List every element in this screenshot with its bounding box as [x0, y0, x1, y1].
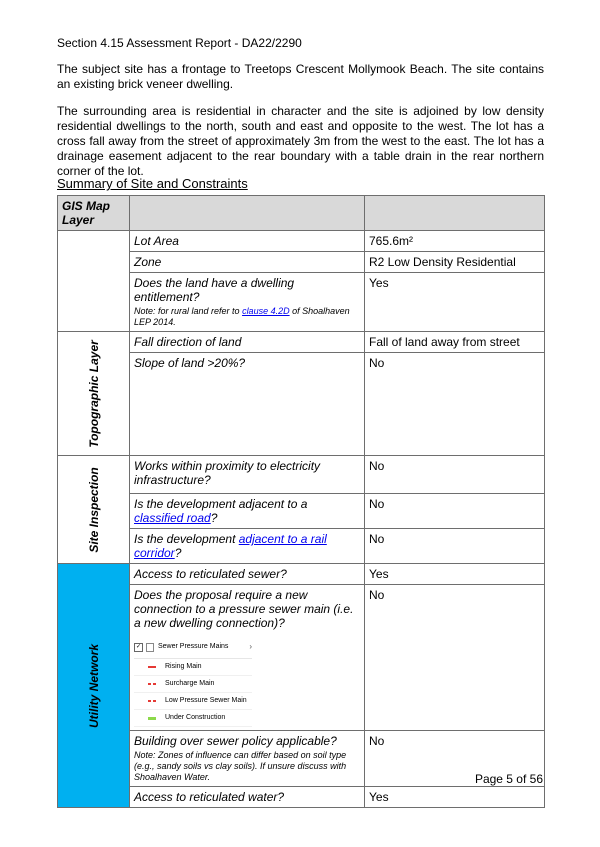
- legend-header[interactable]: [134, 638, 252, 659]
- legend-item: [134, 676, 252, 693]
- intro-paragraph-1: The subject site has a frontage to Treetops Crescent Mollymook Beach. The site contains an existing brick veneer dwelling.: [57, 62, 544, 91]
- value-cell: Yes: [365, 273, 545, 332]
- classified-road-link[interactable]: classified road: [134, 511, 211, 525]
- note-text: Note: for rural land refer to: [134, 306, 243, 316]
- layer-icon: [146, 643, 154, 652]
- question-cell: Lot Area: [130, 231, 365, 252]
- red-line-icon: [148, 666, 156, 668]
- question-cell: [130, 529, 365, 564]
- red-dash-line-icon: [148, 700, 156, 702]
- legend-item: [134, 659, 252, 676]
- value-cell: Yes: [365, 787, 545, 808]
- rail-question-text: Is the development: [134, 532, 239, 546]
- question-cell: Zone: [130, 252, 365, 273]
- road-question-text: Is the development adjacent to a: [134, 497, 308, 511]
- value-cell: No: [365, 494, 545, 529]
- question-cell: Access to reticulated sewer?: [130, 564, 365, 585]
- group-cell-utility-network: [58, 564, 130, 808]
- group-cell-topographic: [58, 332, 130, 456]
- legend-item-label: Surcharge Main: [165, 680, 215, 687]
- table-row: [58, 456, 545, 494]
- value-cell: No: [365, 585, 545, 731]
- zones-influence-note: Note: Zones of influence can differ based on soil type (e.g., sandy soils vs clay soils). If unsure discuss with Shoalhaven Water.: [134, 750, 347, 782]
- question-cell: Access to reticulated water?: [130, 787, 365, 808]
- clause-link[interactable]: clause 4.2D: [242, 306, 290, 316]
- pressure-sewer-question: Does the proposal require a new connection to a pressure sewer main (i.e. a new dwelling connection)?: [134, 588, 354, 630]
- value-cell: No: [365, 353, 545, 456]
- value-cell: No: [365, 731, 545, 787]
- building-over-question: Building over sewer policy applicable?: [134, 734, 337, 748]
- group-label-site-inspection: Site Inspection: [86, 466, 101, 553]
- value-cell: No: [365, 529, 545, 564]
- value-cell: No: [365, 456, 545, 494]
- table-row: [58, 231, 545, 252]
- table-row: [58, 529, 545, 564]
- road-question-text: ?: [210, 511, 218, 525]
- rail-corridor-link[interactable]: adjacent to a rail corridor: [134, 532, 327, 560]
- page-number: Page 5 of 56: [474, 772, 543, 786]
- header-blank-cell: [130, 196, 365, 231]
- value-cell: R2 Low Density Residential: [365, 252, 545, 273]
- group-cell-site-inspection: [58, 456, 130, 564]
- green-line-icon: [148, 717, 156, 720]
- value-cell: Fall of land away from street: [365, 332, 545, 353]
- legend-item-label: Rising Main: [165, 663, 202, 670]
- table-row: [58, 353, 545, 456]
- gis-map-layer-header: GIS Map Layer: [58, 196, 130, 231]
- question-cell: Works within proximity to electricity infrastructure?: [130, 456, 365, 494]
- table-row: [58, 273, 545, 332]
- intro-paragraph-2: The surrounding area is residential in character and the site is adjoined by low density residential dwellings to the north, south and east and opposite to the west. The lot has a cross fall away from the street of approximately 3m from the west to the east. The lot has a drainage easement adjacent to the rear boundary with a table drain in the rear northern corner of the lot.: [57, 104, 544, 178]
- table-row: [58, 252, 545, 273]
- value-cell: Yes: [365, 564, 545, 585]
- header-blank-cell: [365, 196, 545, 231]
- table-row: [58, 585, 545, 731]
- question-cell: [130, 273, 365, 332]
- document-header: Section 4.15 Assessment Report - DA22/2290: [57, 36, 302, 50]
- question-cell: Fall direction of land: [130, 332, 365, 353]
- constraints-table: [57, 195, 545, 808]
- table-header-row: [58, 196, 545, 231]
- section-title: Summary of Site and Constraints: [57, 176, 248, 191]
- red-dash-line-icon: [148, 683, 156, 685]
- sewer-pressure-legend: [134, 638, 252, 727]
- question-cell: [130, 494, 365, 529]
- question-cell: Slope of land >20%?: [130, 353, 365, 456]
- group-cell-general: [58, 231, 130, 332]
- checkbox-checked-icon[interactable]: ✓: [135, 643, 142, 650]
- legend-item-label: Low Pressure Sewer Main: [165, 697, 247, 704]
- legend-item: [134, 710, 252, 727]
- group-label-topographic: Topographic Layer: [86, 339, 101, 448]
- question-cell: [130, 731, 365, 787]
- rural-land-note: [134, 306, 360, 328]
- table-row: [58, 731, 545, 787]
- note-text: of Shoalhaven LEP 2014.: [134, 306, 350, 327]
- legend-item-label: Under Construction: [165, 714, 226, 721]
- question-cell: [130, 585, 365, 731]
- table-row: [58, 564, 545, 585]
- table-row: [58, 787, 545, 808]
- rail-question-text: ?: [174, 546, 182, 560]
- legend-title: Sewer Pressure Mains: [158, 643, 229, 650]
- chevron-right-icon[interactable]: ›: [249, 642, 252, 651]
- legend-item: [134, 693, 252, 710]
- dwelling-question: Does the land have a dwelling entitlement?: [134, 276, 295, 304]
- table-row: [58, 494, 545, 529]
- table-row: [58, 332, 545, 353]
- value-cell: 765.6m²: [365, 231, 545, 252]
- group-label-utility-network: Utility Network: [86, 643, 101, 728]
